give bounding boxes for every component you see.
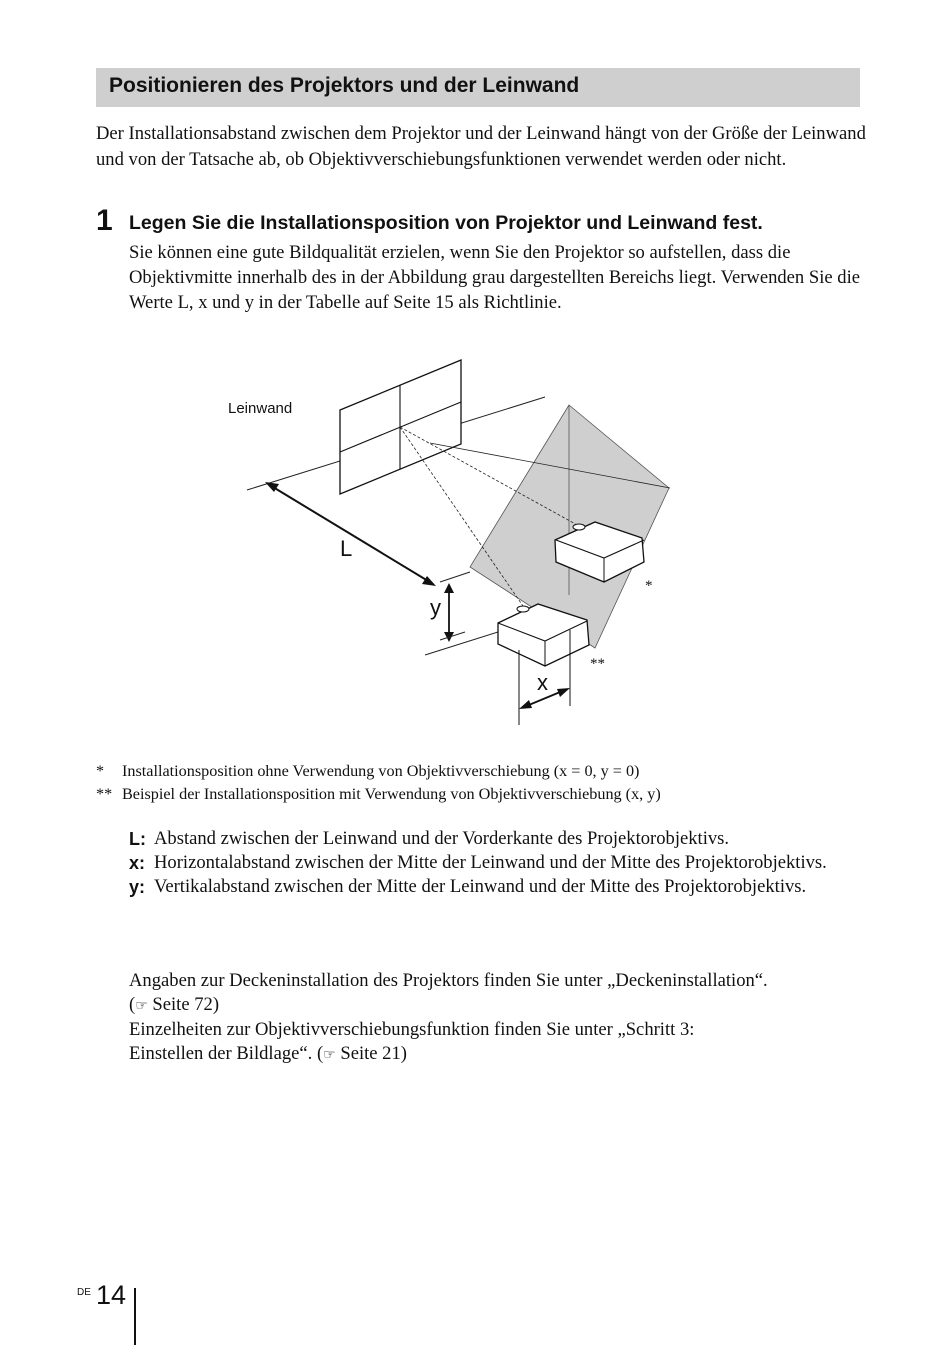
mark-single: * (645, 578, 653, 594)
step-number: 1 (96, 204, 113, 237)
label-L: L (340, 536, 353, 561)
section-title: Positionieren des Projektors und der Leinwand (109, 74, 580, 97)
definition-list (129, 827, 869, 899)
step-body: Sie können eine gute Bildqualität erzielen, wenn Sie den Projektor so aufstellen, dass die Objektivmitte innerhalb des in der Abbildung grau dargestellten Bereichs liegt. Verwenden Sie die Werte L, x und y in der Tabelle auf Seite 15 als Richtlinie. (129, 242, 861, 313)
mark-double: ** (590, 656, 605, 672)
footnote: ** Beispiel der Installationsposition mit Verwendung von Objektivverschiebung (x, y) (96, 785, 661, 803)
lens-ref-paragraph: Einzelheiten zur Objektivverschiebungsfunktion finden Sie unter „Schritt 3: Einstellen der Bildlage“. (☞ Seite 21) (129, 1019, 695, 1064)
installation-diagram (200, 350, 700, 735)
label-x: x (537, 670, 548, 695)
distance-L-arrow (268, 484, 433, 584)
definition-item: L: Abstand zwischen der Leinwand und der Vorderkante des Projektorobjektivs. (129, 828, 730, 849)
label-y: y (430, 595, 441, 620)
lens-shift-area (470, 405, 669, 648)
screen-label: Leinwand (228, 400, 293, 417)
intro-paragraph: Der Installationsabstand zwischen dem Projektor und der Leinwand hängt von der Größe der Leinwand und von der Tatsache ab, ob Objektivverschiebungsfunktionen verwendet werden oder nicht. (96, 123, 866, 170)
references (129, 969, 869, 1067)
footnote: * Installationsposition ohne Verwendung von Objektivverschiebung (x = 0, y = 0) (96, 762, 640, 780)
section-header (96, 68, 860, 107)
page-ref-icon: ☞ (323, 1047, 336, 1063)
page-ref-icon: ☞ (135, 998, 148, 1014)
definition-item: y: Vertikalabstand zwischen der Mitte der Leinwand und der Mitte des Projektorobjektivs. (129, 876, 807, 897)
page-number: 14 (96, 1280, 127, 1310)
footnotes (96, 760, 661, 806)
page-language: DE (77, 1287, 91, 1298)
step-heading: Legen Sie die Installationsposition von Projektor und Leinwand fest. (129, 212, 763, 234)
page-ref-link[interactable]: Seite 21 (340, 1043, 401, 1064)
page-ref-link[interactable]: Seite 72 (152, 994, 213, 1015)
ceiling-ref-paragraph: Angaben zur Deckeninstallation des Projektors finden Sie unter „Deckeninstallation“. (☞ Seite 72) (129, 970, 768, 1015)
page-divider (134, 1288, 136, 1345)
definition-item: x: Horizontalabstand zwischen der Mitte der Leinwand und der Mitte des Projektorobjektivs. (129, 852, 827, 873)
